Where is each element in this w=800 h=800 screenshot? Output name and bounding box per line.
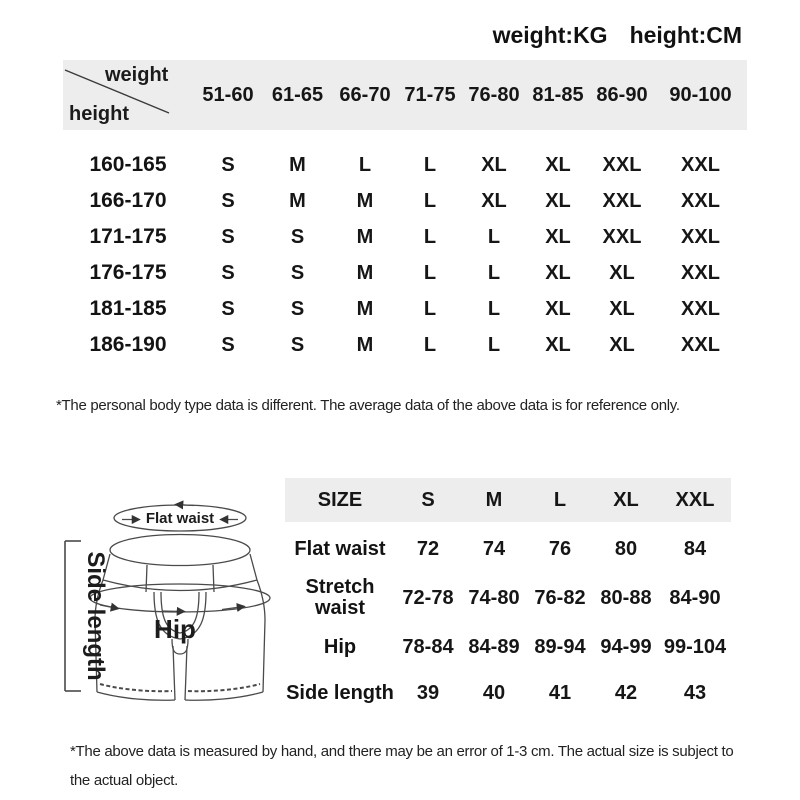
size-cell: XL (609, 333, 635, 356)
size-cell: XL (545, 225, 571, 248)
size-chart-header-row (63, 60, 747, 130)
measurement-value: 99-104 (663, 635, 727, 658)
table-row (285, 624, 731, 670)
size-cell: L (487, 261, 501, 284)
measurement-label: Hip (323, 635, 357, 658)
table-row (285, 572, 731, 624)
measurement-value: 80 (614, 537, 638, 560)
measurement-value: 72-78 (402, 586, 454, 609)
size-cell: M (356, 189, 374, 212)
measurement-value: 84-90 (669, 586, 721, 609)
size-cell: L (487, 297, 501, 320)
size-cell: L (487, 333, 501, 356)
units-header (493, 22, 742, 49)
size-cell: XXL (602, 153, 642, 176)
weight-unit-label: weight:KG (492, 22, 608, 48)
height-range-label: 166-170 (89, 189, 167, 212)
size-cell: M (289, 153, 306, 176)
size-cell: S (221, 333, 235, 356)
size-cell: XL (481, 189, 507, 212)
measurement-label: Flat waist (294, 537, 386, 560)
size-cell: M (356, 333, 374, 356)
size-cell: M (356, 225, 374, 248)
shorts-illustration (42, 478, 282, 718)
size-cell: XXL (681, 261, 720, 284)
size-cell: XL (545, 261, 571, 284)
measurement-value: 39 (416, 681, 440, 704)
measurements-header-row (285, 478, 731, 522)
size-cell: L (358, 153, 372, 176)
hip-label: Hip (154, 614, 196, 644)
height-unit-label: height:CM (629, 22, 742, 48)
size-cell: S (221, 153, 235, 176)
size-cell: L (423, 297, 437, 320)
size-cell: XXL (602, 225, 642, 248)
table-row (63, 219, 747, 255)
size-column-header: L (553, 488, 567, 511)
weight-range-header: 86-90 (596, 83, 648, 106)
size-cell: L (487, 225, 501, 248)
measurement-value: 43 (683, 681, 707, 704)
size-cell: S (290, 333, 305, 356)
table-row (285, 526, 731, 572)
size-cell: XXL (681, 297, 720, 320)
table-row (63, 147, 747, 183)
height-range-label: 160-165 (89, 153, 167, 176)
size-header: SIZE (317, 488, 363, 511)
size-cell: L (423, 261, 437, 284)
size-cell: S (221, 261, 235, 284)
size-cell: L (423, 225, 437, 248)
measurement-value: 94-99 (600, 635, 652, 658)
size-cell: XXL (681, 225, 720, 248)
size-cell: M (356, 261, 374, 284)
size-cell: S (290, 225, 305, 248)
table-row (63, 327, 747, 363)
weight-range-header: 81-85 (532, 83, 584, 106)
size-cell: XL (545, 189, 571, 212)
height-range-label: 171-175 (89, 225, 167, 248)
size-cell: XXL (681, 153, 720, 176)
measurements-disclaimer (70, 737, 790, 795)
flat-waist-label: Flat waist (145, 510, 215, 527)
corner-height-label: height (69, 103, 129, 125)
size-cell: S (290, 261, 305, 284)
measurements-body (285, 526, 731, 716)
size-column-header: XXL (675, 488, 715, 511)
size-column-header: XL (613, 488, 639, 511)
size-cell: XL (545, 297, 571, 320)
size-cell: S (221, 225, 235, 248)
measurement-label: Stretch waist (305, 576, 375, 619)
measurement-value: 74-80 (468, 586, 520, 609)
measurement-value: 74 (482, 537, 506, 560)
disclaimer-line: the actual object. (70, 772, 179, 789)
height-range-label: 181-185 (89, 297, 167, 320)
weight-range-header: 76-80 (468, 83, 520, 106)
table-row (63, 291, 747, 327)
size-column-header: S (421, 488, 435, 511)
disclaimer-line: *The above data is measured by hand, and there may be an error of 1-3 cm. The actual size is subject to (70, 743, 734, 760)
measurement-value: 78-84 (402, 635, 454, 658)
height-range-label: 176-175 (89, 261, 167, 284)
size-cell: XXL (681, 189, 720, 212)
measurements-table (285, 478, 731, 716)
table-row (63, 183, 747, 219)
size-cell: XXL (602, 189, 642, 212)
size-cell: XL (609, 261, 635, 284)
size-chart-disclaimer: *The personal body type data is different. The average data of the above data is for reference only. (56, 397, 680, 414)
weight-range-header: 66-70 (339, 83, 391, 106)
shorts-measurement-diagram (42, 478, 282, 718)
weight-range-header: 90-100 (669, 83, 732, 106)
table-row (63, 255, 747, 291)
size-cell: XXL (681, 333, 720, 356)
height-range-label: 186-190 (89, 333, 167, 356)
weight-range-header: 71-75 (404, 83, 456, 106)
size-cell: S (290, 297, 305, 320)
size-cell: L (423, 333, 437, 356)
measurement-value: 76 (548, 537, 572, 560)
measurement-value: 72 (416, 537, 440, 560)
weight-range-header: 51-60 (202, 83, 254, 106)
measurement-value: 84 (683, 537, 707, 560)
weight-height-corner-cell (63, 60, 193, 130)
size-chart-table (63, 60, 747, 363)
measurement-value: 76-82 (534, 586, 586, 609)
measurement-value: 84-89 (468, 635, 520, 658)
size-column-header: M (485, 488, 503, 511)
size-cell: XL (481, 153, 507, 176)
size-cell: L (423, 153, 437, 176)
corner-weight-label: weight (105, 64, 169, 86)
size-cell: S (221, 189, 235, 212)
size-chart-body (63, 147, 747, 363)
size-cell: XL (609, 297, 635, 320)
table-row (285, 670, 731, 716)
measurement-value: 89-94 (534, 635, 586, 658)
measurement-value: 40 (482, 681, 506, 704)
size-cell: M (356, 297, 374, 320)
weight-range-header: 61-65 (271, 83, 324, 106)
measurement-label: Side length (286, 681, 394, 704)
side-length-label: Side length (82, 551, 109, 681)
size-cell: XL (545, 333, 571, 356)
size-cell: L (423, 189, 437, 212)
measurement-value: 80-88 (600, 586, 652, 609)
measurement-value: 42 (614, 681, 638, 704)
measurement-value: 41 (548, 681, 572, 704)
size-cell: S (221, 297, 235, 320)
size-cell: XL (545, 153, 571, 176)
size-cell: M (289, 189, 306, 212)
